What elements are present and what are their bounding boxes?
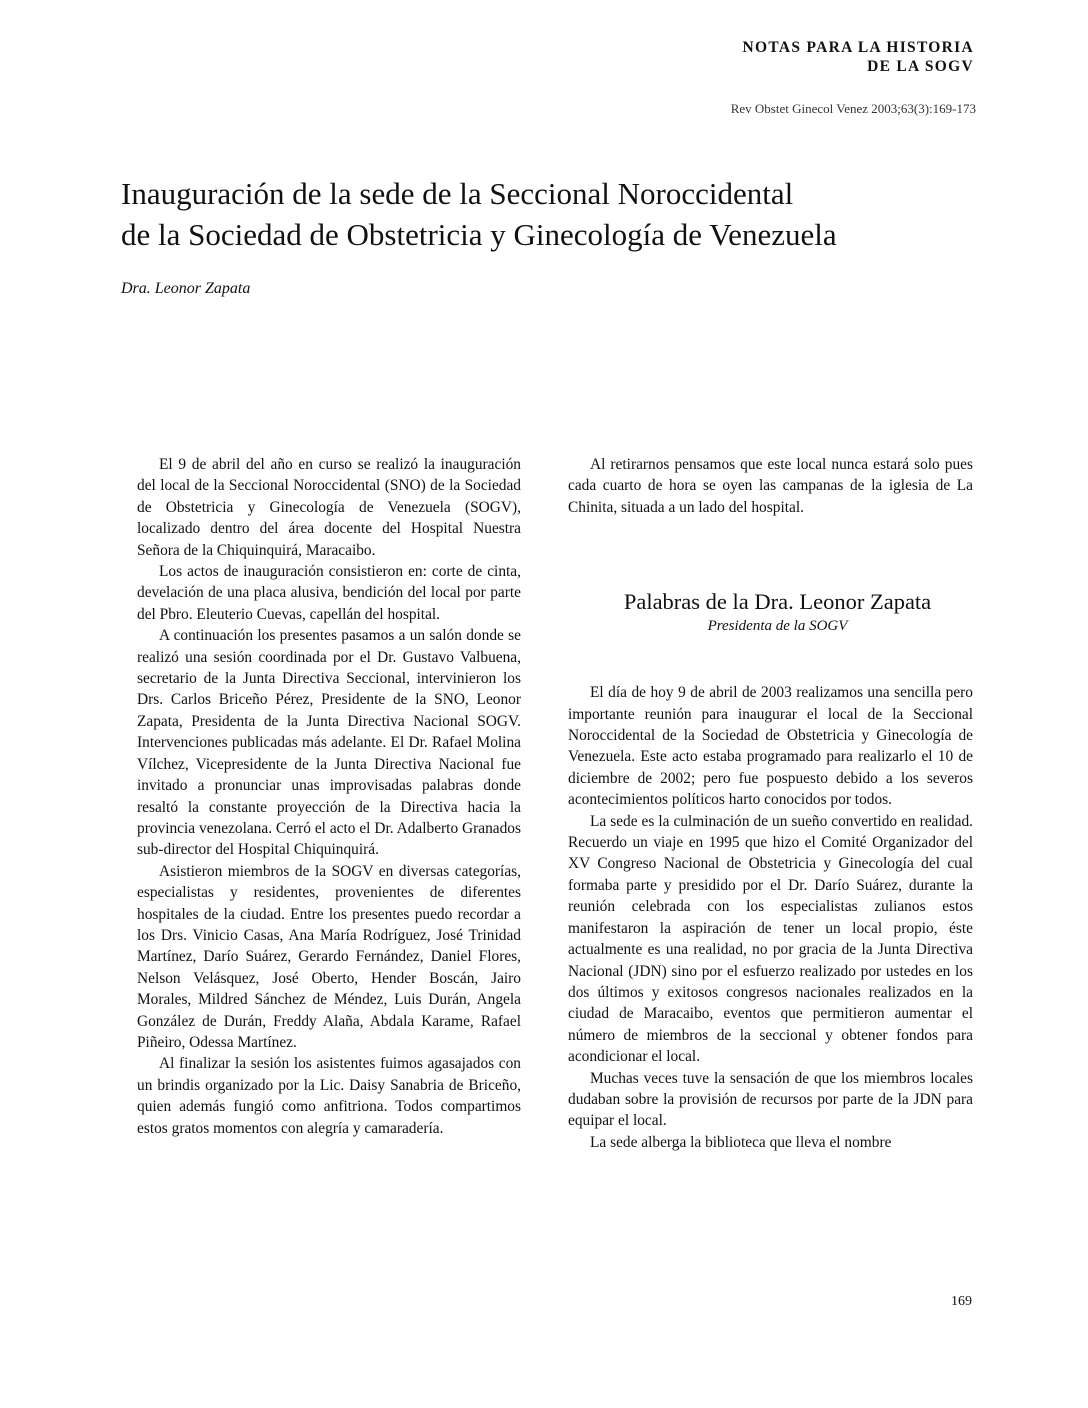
body-paragraph: El 9 de abril del año en curso se realizó la inauguración del local de la Seccional Noroccidental (SNO) de la Sociedad de Obstetricia y Ginecología de Venezuela (SOGV), localizado dentro del área docente del Hospital Nuestra Señora de la Chiquinquirá, Maracaibo. — [137, 456, 521, 559]
right-column — [568, 454, 973, 1153]
section-heading — [743, 38, 974, 76]
article-author: Dra. Leonor Zapata — [121, 280, 251, 297]
body-paragraph: Al finalizar la sesión los asistentes fuimos agasajados con un brindis organizado por la Lic. Daisy Sanabria de Briceño, quien además fungió como anfitriona. Todos compartimos estos gratos momentos con alegría y camaradería. — [137, 1055, 521, 1137]
article-title — [121, 173, 981, 255]
left-column — [137, 454, 521, 1139]
body-paragraph: Los actos de inauguración consistieron en: corte de cinta, develación de una placa alusiva, bendición del local por parte del Pbro. Eleuterio Cuevas, capellán del hospital. — [137, 563, 521, 623]
body-paragraph: Al retirarnos pensamos que este local nunca estará solo pues cada cuarto de hora se oyen las campanas de la iglesia de La Chinita, situada a un lado del hospital. — [568, 456, 973, 516]
article-title-line1: Inauguración de la sede de la Seccional Noroccidental — [121, 176, 794, 211]
speech-paragraph: La sede alberga la biblioteca que lleva el nombre — [590, 1133, 892, 1151]
body-paragraph: Asistieron miembros de la SOGV en diversas categorías, especialistas y residentes, provenientes de diferentes hospitales de la ciudad. Entre los presentes puedo recordar a los Drs. Vinicio Casas, Ana María Rodríguez, José Trinidad Martínez, Darío Suárez, Gerardo Fernández, Daniel Flores, Nelson Velásquez, José Oberto, Hender Boscán, Jairo Morales, Mildred Sánchez de Méndez, Luis Durán, Angela González de Durán, Freddy Alaña, Abdala Karame, Rafael Piñeiro, Odessa Martínez. — [137, 862, 521, 1051]
journal-citation: Rev Obstet Ginecol Venez 2003;63(3):169-173 — [730, 101, 976, 116]
speech-title: Palabras de la Dra. Leonor Zapata — [623, 589, 932, 615]
section-heading-line1: NOTAS PARA LA HISTORIA — [742, 39, 974, 56]
section-heading-line2: DE LA SOGV — [867, 58, 974, 75]
body-paragraph: A continuación los presentes pasamos a un salón donde se realizó una sesión coordinada por el Dr. Gustavo Valbuena, secretario de la Junta Directiva Seccional, intervinieron los Drs. Carlos Briceño Pérez, Presidente de la SNO, Leonor Zapata, Presidenta de la Junta Directiva Nacional SOGV. Intervenciones publicadas más adelante. El Dr. Rafael Molina Vílchez, Vicepresidente de la Junta Directiva Nacional fue invitado a pronunciar unas improvisadas palabras donde resaltó la constante proyección de la Directiva hacia la provincia venezolana. Cerró el acto el Dr. Adalberto Granados sub-director del Hospital Chiquinquirá. — [137, 627, 521, 859]
speech-paragraph: Muchas veces tuve la sensación de que los miembros locales dudaban sobre la provisión de recursos por parte de la JDN para equipar el local. — [568, 1069, 973, 1130]
page-number: 169 — [951, 1294, 972, 1309]
article-title-line2: de la Sociedad de Obstetricia y Ginecología de Venezuela — [121, 217, 837, 252]
speech-paragraph: El día de hoy 9 de abril de 2003 realizamos una sencilla pero importante reunión para inaugurar el local de la Seccional Noroccidental de la Sociedad de Obstetricia y Ginecología de Venezuela. Este acto estaba programado para realizarlo el 10 de diciembre de 2002; pero fue pospuesto debido a los severos acontecimientos políticos harto conocidos por todos. — [568, 684, 973, 809]
speech-subtitle: Presidenta de la SOGV — [707, 618, 848, 635]
speech-paragraph: La sede es la culminación de un sueño convertido en realidad. Recuerdo un viaje en 1995 que hizo el Comité Organizador del XV Congreso Nacional de Obstetricia y Ginecología del cual formaba parte y presidido por el Dr. Darío Suárez, durante la reunión celebrada con los especialistas zulianos estos manifestaron la aspiración de tener un local propio, éste actualmente es una realidad, no por gracia de la Junta Directiva Nacional (JDN) sino por el esfuerzo realizado por ustedes en los dos últimos y exitosos congresos nacionales realizados en la ciudad de Maracaibo, eventos que permitieron aumentar el número de miembros de la seccional y obtener fondos para acondicionar el local. — [568, 812, 973, 1066]
